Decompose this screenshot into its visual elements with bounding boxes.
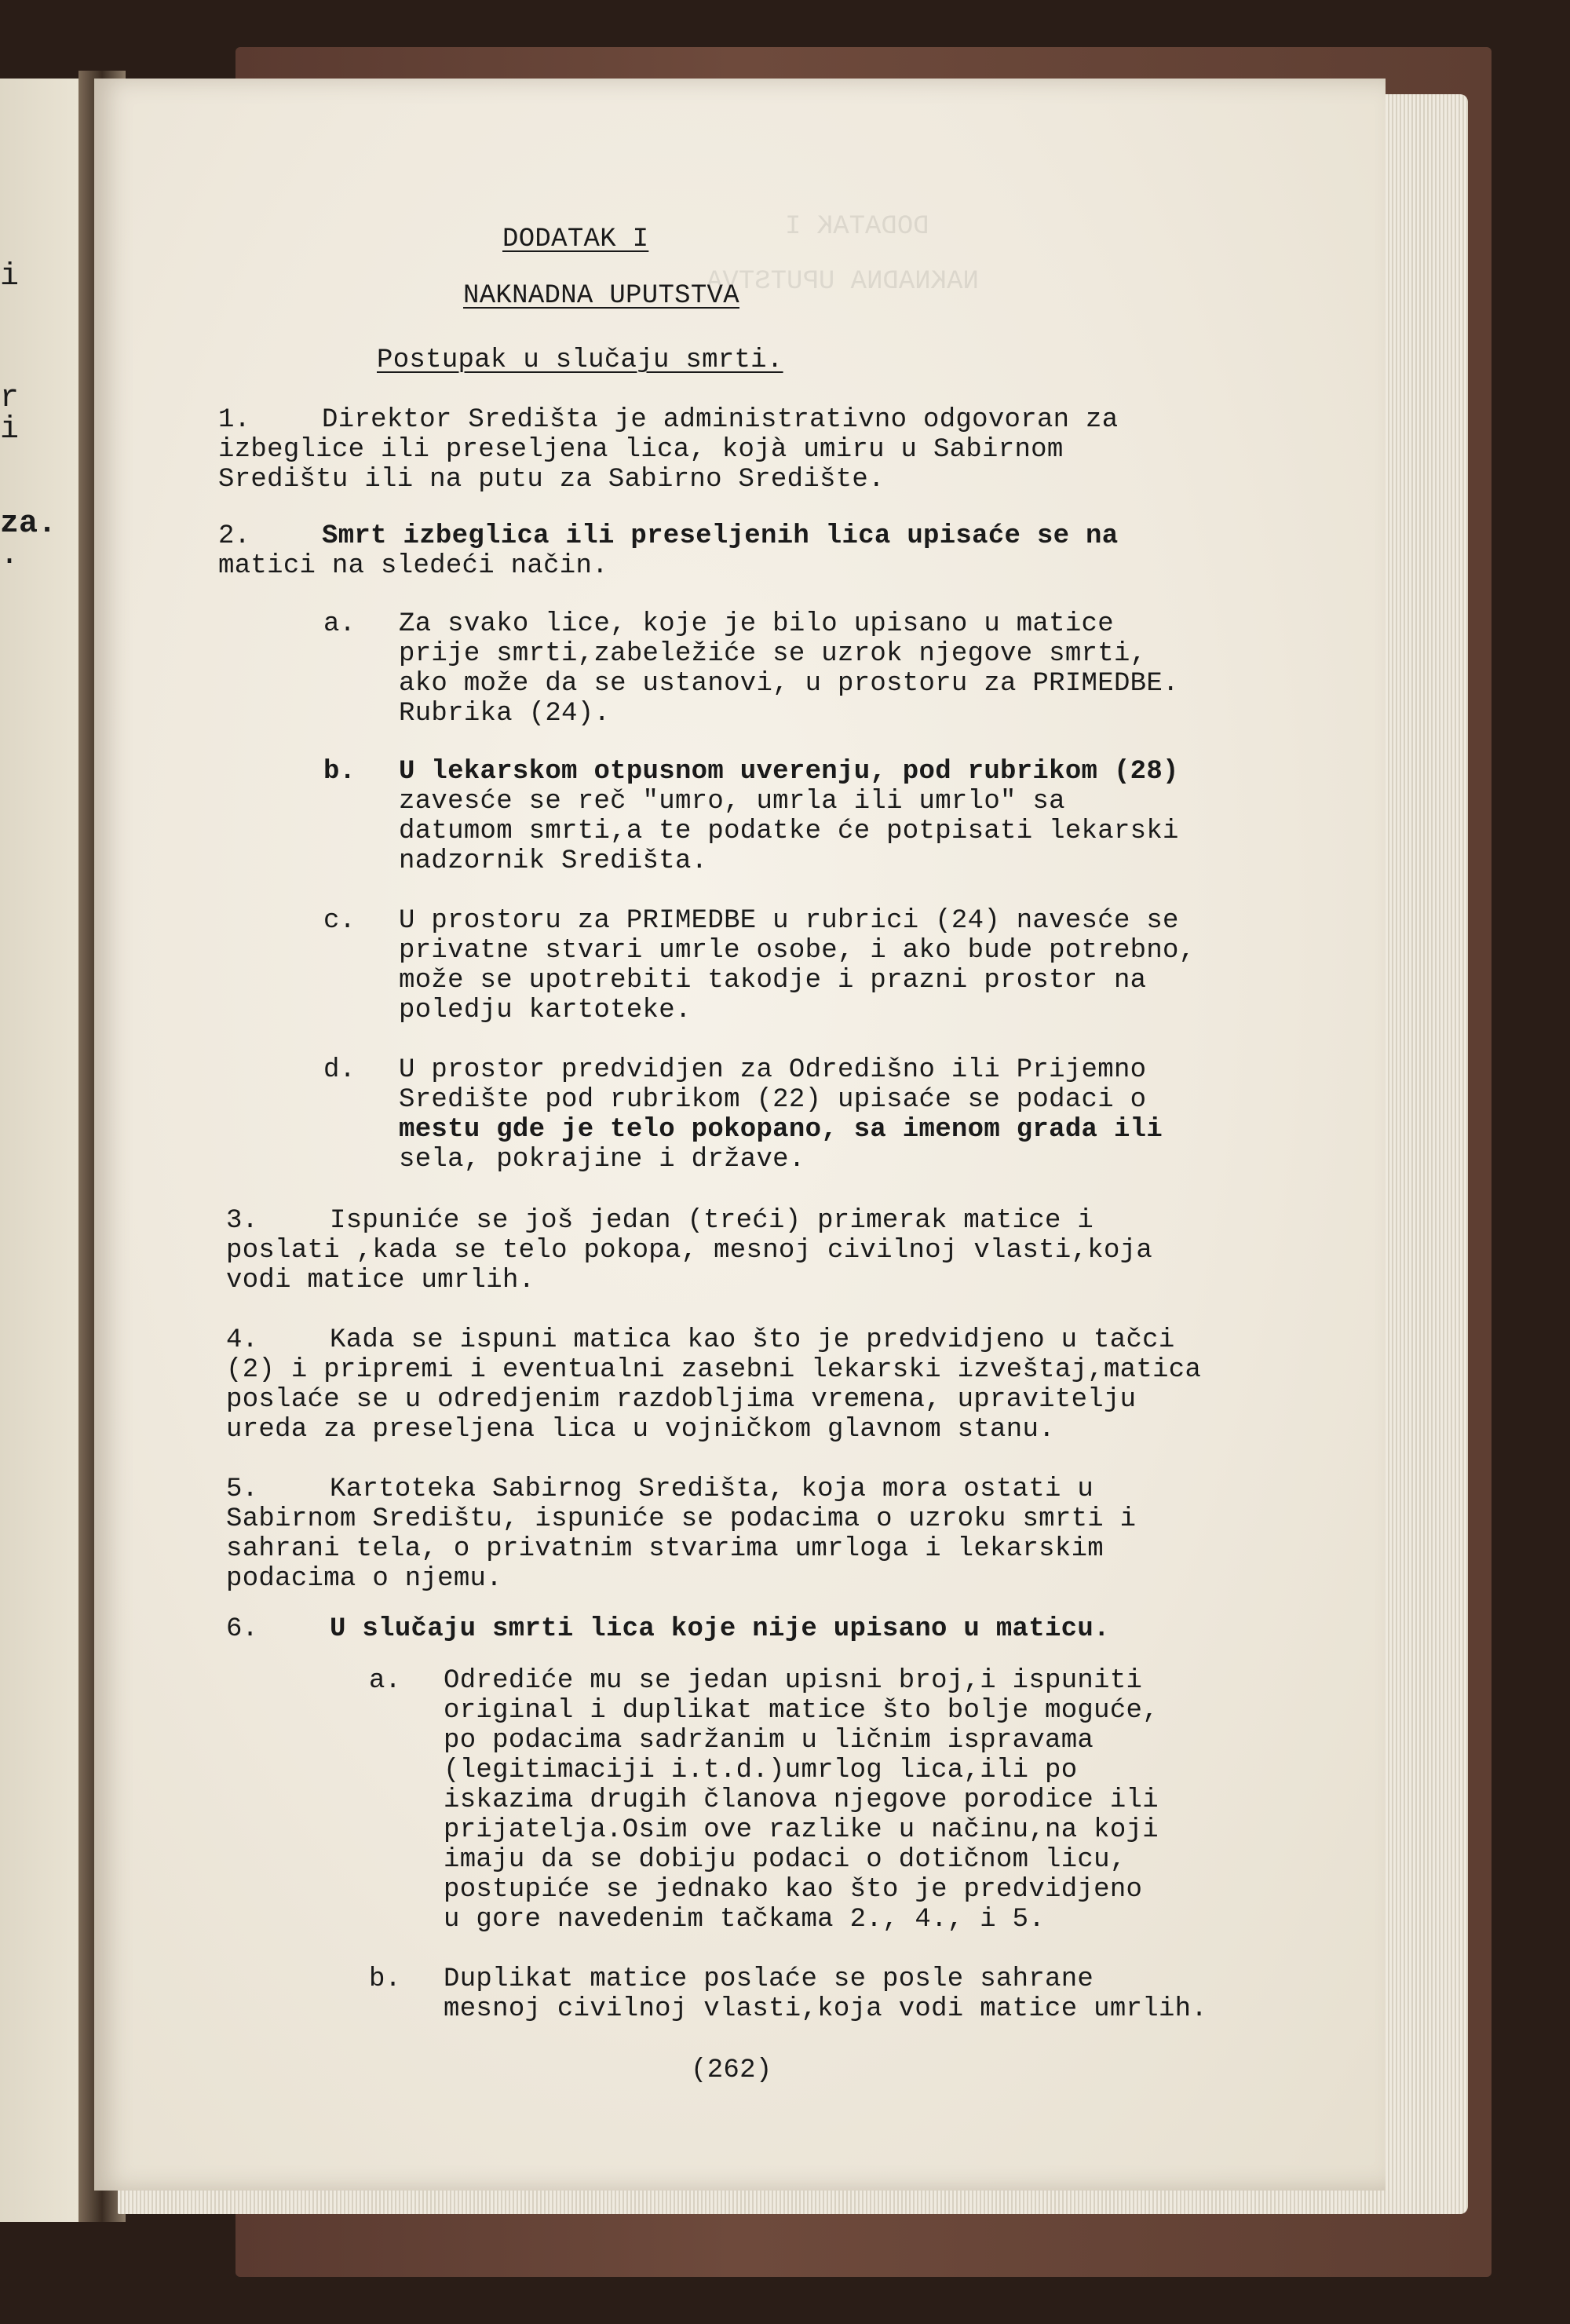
- paragraph-line: postupiće se jednako kao što je predvidjeno: [444, 1875, 1143, 1905]
- left-page-fragment: .: [0, 538, 20, 573]
- subparagraph-letter: d.: [323, 1055, 356, 1085]
- left-page-fragment: r: [0, 381, 20, 416]
- paragraph-line: imaju da se dobiju podaci o dotičnom licu,: [444, 1845, 1126, 1875]
- section-title: Postupak u slučaju smrti.: [377, 345, 783, 375]
- paragraph-line: U slučaju smrti lica koje nije upisano u maticu.: [330, 1614, 1110, 1644]
- paragraph-line: mesnoj civilnoj vlasti,koja vodi matice umrlih.: [444, 1994, 1208, 2024]
- paragraph-line: mestu gde je telo pokopano, sa imenom grada ili: [399, 1115, 1163, 1145]
- paragraph-number: 3.: [226, 1206, 258, 1236]
- page-number: (262): [691, 2055, 772, 2085]
- paragraph-number: 6.: [226, 1614, 258, 1644]
- paragraph-line: Kada se ispuni matica kao što je predvidjeno u tačci: [330, 1325, 1175, 1355]
- paragraph-line: podacima o njemu.: [226, 1564, 502, 1594]
- bleed-through-text: DODATAK I: [785, 212, 929, 242]
- paragraph-line: sela, pokrajine i države.: [399, 1145, 805, 1175]
- paragraph-line: (legitimaciji i.t.d.)umrlog lica,ili po: [444, 1756, 1078, 1785]
- paragraph-line: U lekarskom otpusnom uverenju, pod rubrikom (28): [399, 757, 1179, 787]
- paragraph-line: može se upotrebiti takodje i prazni prostor na: [399, 966, 1147, 996]
- paragraph-line: Direktor Središta je administrativno odgovoran za: [322, 405, 1119, 435]
- paragraph-line: nadzornik Središta.: [399, 846, 708, 876]
- paragraph-line: Središte pod rubrikom (22) upisaće se podaci o: [399, 1085, 1147, 1115]
- paragraph-line: po podacima sadržanim u ličnim ispravama: [444, 1726, 1094, 1756]
- paragraph-line: Ispuniće se još jedan (treći) primerak matice i: [330, 1206, 1094, 1236]
- paragraph-line: poledju kartoteke.: [399, 996, 692, 1025]
- subparagraph-letter: b.: [323, 757, 356, 787]
- paragraph-line: ureda za preseljena lica u vojničkom glavnom stanu.: [226, 1415, 1055, 1445]
- subparagraph-letter: c.: [323, 906, 356, 936]
- subparagraph-letter: a.: [369, 1666, 401, 1696]
- paragraph-number: 4.: [226, 1325, 258, 1355]
- paragraph-line: privatne stvari umrle osobe, i ako bude potrebno,: [399, 936, 1196, 966]
- paragraph-line: Za svako lice, koje je bilo upisano u matice: [399, 609, 1114, 639]
- left-page-fragment: i: [0, 412, 20, 448]
- subheading: NAKNADNA UPUTSTVA: [463, 281, 739, 311]
- paragraph-line: prijatelja.Osim ove razlike u načinu,na koji: [444, 1815, 1159, 1845]
- paragraph-line: U prostoru za PRIMEDBE u rubrici (24) navesće se: [399, 906, 1179, 936]
- paragraph-line: Duplikat matice poslaće se posle sahrane: [444, 1964, 1094, 1994]
- paragraph-line: zavesće se reč "umro, umrla ili umrlo" sa: [399, 787, 1065, 817]
- left-page-fragment: i: [0, 259, 20, 294]
- bleed-through-text: NAKNADNA UPUTSTVA: [706, 267, 979, 297]
- paragraph-line: matici na sledeći način.: [218, 551, 608, 581]
- paragraph-number: 5.: [226, 1474, 258, 1504]
- paragraph-line: Odrediće mu se jedan upisni broj,i ispuniti: [444, 1666, 1143, 1696]
- paragraph-line: U prostor predvidjen za Odredišno ili Prijemno: [399, 1055, 1147, 1085]
- subparagraph-letter: b.: [369, 1964, 401, 1994]
- subparagraph-letter: a.: [323, 609, 356, 639]
- paragraph-line: original i duplikat matice što bolje moguće,: [444, 1696, 1159, 1726]
- paragraph-line: ako može da se ustanovi, u prostoru za PRIMEDBE.: [399, 669, 1179, 699]
- paragraph-line: Sabirnom Središtu, ispuniće se podacima o uzroku smrti i: [226, 1504, 1137, 1534]
- paragraph-line: (2) i pripremi i eventualni zasebni lekarski izveštaj,matica: [226, 1355, 1202, 1385]
- paragraph-line: datumom smrti,a te podatke će potpisati lekarski: [399, 817, 1179, 846]
- heading: DODATAK I: [502, 225, 649, 254]
- paragraph-line: vodi matice umrlih.: [226, 1266, 535, 1295]
- paragraph-line: Središtu ili na putu za Sabirno Središte.: [218, 465, 885, 495]
- paragraph-number: 1.: [218, 405, 250, 435]
- paragraph-line: poslati ,kada se telo pokopa, mesnoj civilnoj vlasti,koja: [226, 1236, 1153, 1266]
- document-page: [94, 79, 1386, 2191]
- paragraph-number: 2.: [218, 521, 250, 551]
- paragraph-line: iskazima drugih članova njegove porodice ili: [444, 1785, 1159, 1815]
- paragraph-line: Rubrika (24).: [399, 699, 611, 729]
- paragraph-line: Kartoteka Sabirnog Središta, koja mora ostati u: [330, 1474, 1094, 1504]
- paragraph-line: poslaće se u odredjenim razdobljima vremena, upravitelju: [226, 1385, 1137, 1415]
- paragraph-line: sahrani tela, o privatnim stvarima umrloga i lekarskim: [226, 1534, 1104, 1564]
- paragraph-line: prije smrti,zabeležiće se uzrok njegove smrti,: [399, 639, 1147, 669]
- left-page-fragment: za.: [0, 506, 57, 542]
- paragraph-line: izbeglice ili preseljena lica, kojà umiru u Sabirnom: [218, 435, 1064, 465]
- paragraph-line: u gore navedenim tačkama 2., 4., i 5.: [444, 1905, 1046, 1935]
- paragraph-line: Smrt izbeglica ili preseljenih lica upisaće se na: [322, 521, 1119, 551]
